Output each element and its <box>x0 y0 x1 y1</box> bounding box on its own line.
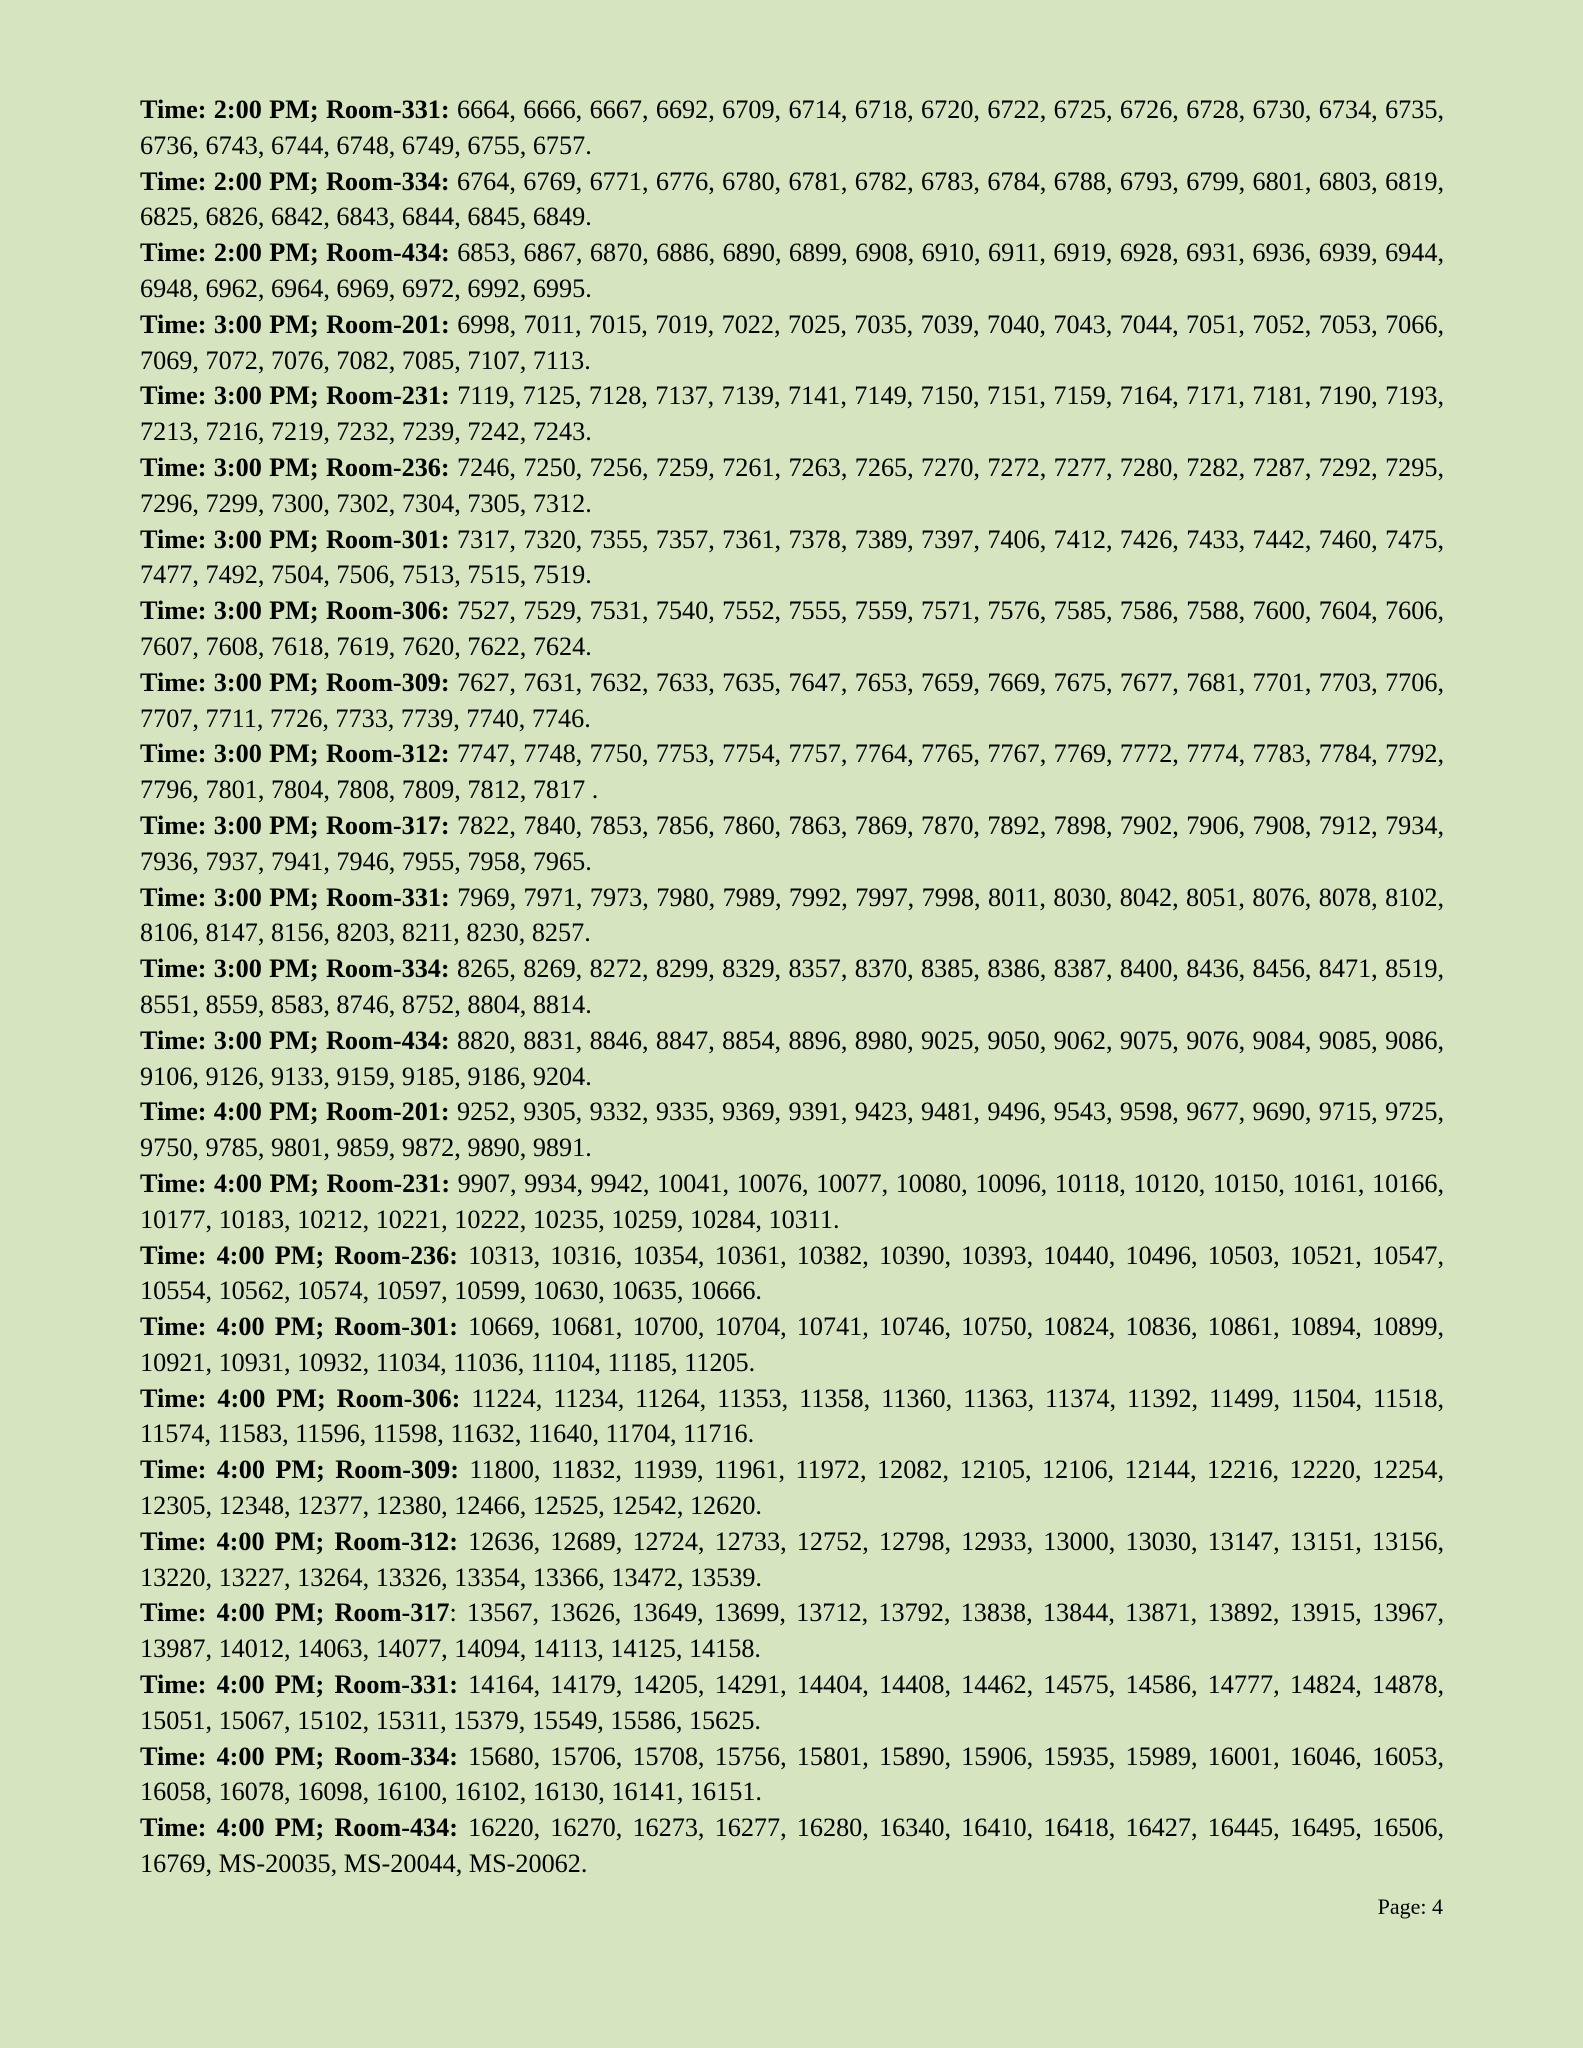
entry-values: 7627, 7631, 7632, 7633, 7635, 7647, 7653, 7659, 7669, 7675, 7677, 7681, 7701, 7703, 7706, 7707, 7711, 7726, 7733, 7739, 7740, 7746. <box>140 667 1445 733</box>
entry-values: 10669, 10681, 10700, 10704, 10741, 10746, 10750, 10824, 10836, 10861, 10894, 10899, 10921, 10931, 10932, 11034, 11036, 11104, 11185, 11205. <box>140 1312 1445 1377</box>
entry-values: : 13567, 13626, 13649, 13699, 13712, 13792, 13838, 13844, 13871, 13892, 13915, 13967, 13987, 14012, 14063, 14077, 14094, 14113, 14125, 14158. <box>140 1598 1444 1664</box>
entry-values: 14164, 14179, 14205, 14291, 14404, 14408, 14462, 14575, 14586, 14777, 14824, 14878, 15051, 15067, 15102, 15311, 15379, 15549, 15586, 15625. <box>140 1670 1445 1735</box>
entry-values: 7119, 7125, 7128, 7137, 7139, 7141, 7149, 7150, 7151, 7159, 7164, 7171, 7181, 7190, 7193, 7213, 7216, 7219, 7232, 7239, 7242, 7243. <box>140 381 1445 447</box>
schedule-entry <box>140 1023 1444 1095</box>
schedule-entry <box>140 235 1444 307</box>
entry-values: 8265, 8269, 8272, 8299, 8329, 8357, 8370, 8385, 8386, 8387, 8400, 8436, 8456, 8471, 8519, 8551, 8559, 8583, 8746, 8752, 8804, 8814. <box>140 954 1445 1019</box>
entry-values: 9252, 9305, 9332, 9335, 9369, 9391, 9423, 9481, 9496, 9543, 9598, 9677, 9690, 9715, 9725, 9750, 9785, 9801, 9859, 9872, 9890, 9891. <box>140 1097 1445 1163</box>
entry-label: Time: 4:00 PM; Room-331: <box>140 1670 458 1700</box>
schedule-entry <box>140 1810 1444 1882</box>
entry-label: Time: 3:00 PM; Room-201: <box>140 309 450 339</box>
entry-values: 7527, 7529, 7531, 7540, 7552, 7555, 7559, 7571, 7576, 7585, 7586, 7588, 7600, 7604, 7606, 7607, 7608, 7618, 7619, 7620, 7622, 7624. <box>140 596 1445 661</box>
entry-label: Time: 3:00 PM; Room-334: <box>140 954 450 984</box>
schedule-entry <box>140 951 1444 1023</box>
schedule-entry <box>140 665 1444 737</box>
entry-values: 7317, 7320, 7355, 7357, 7361, 7378, 7389, 7397, 7406, 7412, 7426, 7433, 7442, 7460, 7475, 7477, 7492, 7504, 7506, 7513, 7515, 7519. <box>140 524 1445 590</box>
entry-values: 16220, 16270, 16273, 16277, 16280, 16340, 16410, 16418, 16427, 16445, 16495, 16506, 16769, MS-20035, MS-20044, MS-20062. <box>140 1813 1445 1879</box>
entry-values: 10313, 10316, 10354, 10361, 10382, 10390, 10393, 10440, 10496, 10503, 10521, 10547, 10554, 10562, 10574, 10597, 10599, 10630, 10635, 10666. <box>140 1240 1445 1306</box>
schedule-entry <box>140 1595 1444 1667</box>
schedule-entry <box>140 1238 1444 1310</box>
entry-values: 6764, 6769, 6771, 6776, 6780, 6781, 6782, 6783, 6784, 6788, 6793, 6799, 6801, 6803, 6819, 6825, 6826, 6842, 6843, 6844, 6845, 6849. <box>140 166 1445 232</box>
entry-values: 7822, 7840, 7853, 7856, 7860, 7863, 7869, 7870, 7892, 7898, 7902, 7906, 7908, 7912, 7934, 7936, 7937, 7941, 7946, 7955, 7958, 7965. <box>140 810 1445 876</box>
entry-label: Time: 4:00 PM; Room-301: <box>140 1312 458 1342</box>
entry-values: 11224, 11234, 11264, 11353, 11358, 11360, 11363, 11374, 11392, 11499, 11504, 11518, 11574, 11583, 11596, 11598, 11632, 11640, 11704, 11716. <box>140 1383 1444 1449</box>
entry-label: Time: 4:00 PM; Room-312: <box>140 1526 458 1556</box>
schedule-entry <box>140 1381 1444 1453</box>
schedule-list <box>140 92 1444 1882</box>
schedule-entry <box>140 1524 1444 1596</box>
entry-label: Time: 3:00 PM; Room-301: <box>140 524 450 554</box>
entry-values: 11800, 11832, 11939, 11961, 11972, 12082, 12105, 12106, 12144, 12216, 12220, 12254, 12305, 12348, 12377, 12380, 12466, 12525, 12542, 12620. <box>140 1455 1445 1521</box>
schedule-entry <box>140 307 1444 379</box>
entry-values: 6853, 6867, 6870, 6886, 6890, 6899, 6908, 6910, 6911, 6919, 6928, 6931, 6936, 6939, 6944, 6948, 6962, 6964, 6969, 6972, 6992, 6995. <box>140 238 1445 303</box>
entry-values: 7969, 7971, 7973, 7980, 7989, 7992, 7997, 7998, 8011, 8030, 8042, 8051, 8076, 8078, 8102, 8106, 8147, 8156, 8203, 8211, 8230, 8257. <box>140 882 1445 948</box>
schedule-entry <box>140 736 1444 808</box>
entry-label: Time: 4:00 PM; Room-306: <box>140 1383 461 1413</box>
entry-values: 7246, 7250, 7256, 7259, 7261, 7263, 7265, 7270, 7272, 7277, 7280, 7282, 7287, 7292, 7295, 7296, 7299, 7300, 7302, 7304, 7305, 7312. <box>140 452 1445 518</box>
entry-label: Time: 4:00 PM; Room-201: <box>140 1097 450 1127</box>
entry-values: 6664, 6666, 6667, 6692, 6709, 6714, 6718, 6720, 6722, 6725, 6726, 6728, 6730, 6734, 6735, 6736, 6743, 6744, 6748, 6749, 6755, 6757. <box>140 95 1445 160</box>
schedule-entry <box>140 522 1444 594</box>
entry-label: Time: 3:00 PM; Room-306: <box>140 596 450 626</box>
entry-label: Time: 4:00 PM; Room-231: <box>140 1168 451 1198</box>
schedule-entry <box>140 1309 1444 1381</box>
entry-label: Time: 3:00 PM; Room-434: <box>140 1025 450 1055</box>
schedule-entry <box>140 593 1444 665</box>
entry-label: Time: 4:00 PM; Room-236: <box>140 1240 458 1270</box>
schedule-entry <box>140 1166 1444 1238</box>
entry-label: Time: 2:00 PM; Room-434: <box>140 238 450 268</box>
entry-label: Time: 2:00 PM; Room-331: <box>140 95 450 124</box>
schedule-entry <box>140 1739 1444 1811</box>
schedule-entry <box>140 1667 1444 1739</box>
entry-values: 7747, 7748, 7750, 7753, 7754, 7757, 7764, 7765, 7767, 7769, 7772, 7774, 7783, 7784, 7792, 7796, 7801, 7804, 7808, 7809, 7812, 7817 . <box>140 739 1445 805</box>
schedule-entry <box>140 880 1444 952</box>
entry-label: Time: 4:00 PM; Room-334: <box>140 1741 458 1771</box>
entry-values: 12636, 12689, 12724, 12733, 12752, 12798, 12933, 13000, 13030, 13147, 13151, 13156, 13220, 13227, 13264, 13326, 13354, 13366, 13472, 13539. <box>140 1526 1445 1592</box>
schedule-entry <box>140 1452 1444 1524</box>
schedule-entry <box>140 450 1444 522</box>
schedule-entry <box>140 1094 1444 1166</box>
entry-label: Time: 3:00 PM; Room-309: <box>140 667 450 697</box>
entry-values: 6998, 7011, 7015, 7019, 7022, 7025, 7035, 7039, 7040, 7043, 7044, 7051, 7052, 7053, 7066, 7069, 7072, 7076, 7082, 7085, 7107, 7113. <box>140 309 1445 375</box>
entry-label: Time: 3:00 PM; Room-231: <box>140 381 450 411</box>
schedule-entry <box>140 92 1444 164</box>
entry-values: 9907, 9934, 9942, 10041, 10076, 10077, 10080, 10096, 10118, 10120, 10150, 10161, 10166, 10177, 10183, 10212, 10221, 10222, 10235, 10259, 10284, 10311. <box>140 1168 1445 1234</box>
entry-label: Time: 3:00 PM; Room-317: <box>140 810 450 840</box>
entry-label: Time: 4:00 PM; Room-309: <box>140 1455 459 1485</box>
entry-label: Time: 3:00 PM; Room-331: <box>140 882 450 912</box>
entry-label: Time: 3:00 PM; Room-236: <box>140 452 450 482</box>
schedule-entry <box>140 164 1444 236</box>
entry-label: Time: 4:00 PM; Room-434: <box>140 1813 458 1843</box>
entry-label: Time: 4:00 PM; Room-317 <box>140 1598 450 1628</box>
entry-label: Time: 2:00 PM; Room-334: <box>140 166 450 196</box>
schedule-entry <box>140 378 1444 450</box>
schedule-entry <box>140 808 1444 880</box>
entry-label: Time: 3:00 PM; Room-312: <box>140 739 450 769</box>
entry-values: 8820, 8831, 8846, 8847, 8854, 8896, 8980, 9025, 9050, 9062, 9075, 9076, 9084, 9085, 9086, 9106, 9126, 9133, 9159, 9185, 9186, 9204. <box>140 1025 1445 1091</box>
page-number: Page: 4 <box>1377 1894 1443 1919</box>
entry-values: 15680, 15706, 15708, 15756, 15801, 15890, 15906, 15935, 15989, 16001, 16046, 16053, 16058, 16078, 16098, 16100, 16102, 16130, 16141, 16151. <box>140 1741 1445 1807</box>
